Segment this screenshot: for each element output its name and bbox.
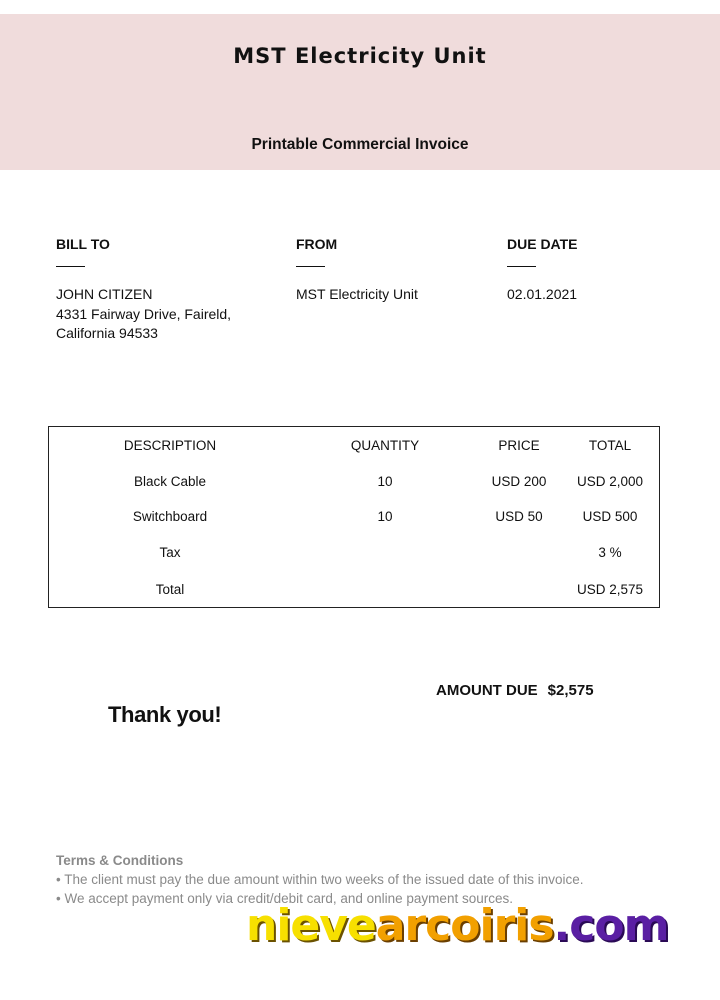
table-cell-description: Switchboard <box>132 509 208 524</box>
from-value: MST Electricity Unit <box>296 286 418 302</box>
table-cell-description: Black Cable <box>133 474 207 489</box>
table-cell-description: Tax <box>159 545 181 560</box>
from-section <box>296 236 418 305</box>
column-header-total: TOTAL <box>588 438 632 453</box>
table-cell-price: USD 50 <box>495 509 543 524</box>
watermark-part-1: nieve <box>246 900 376 951</box>
bill-to-value <box>56 285 231 344</box>
terms-line: • The client must pay the due amount within two weeks of the issued date of this invoice. <box>56 872 584 887</box>
invoice-subtitle: Printable Commercial Invoice <box>251 136 469 153</box>
bill-to-address-line1: 4331 Fairway Drive, Faireld, <box>56 305 232 322</box>
table-cell-price: USD 200 <box>491 474 547 489</box>
watermark-part-3: .com <box>553 900 669 951</box>
table-cell-total: USD 2,575 <box>576 582 644 597</box>
bill-to-name: JOHN CITIZEN <box>56 286 153 302</box>
terms-line: • We accept payment only via credit/debit card, and online payment sources. <box>56 891 513 906</box>
bill-to-section <box>56 236 231 344</box>
table-cell-total: USD 2,000 <box>576 474 644 489</box>
bill-to-rule <box>56 266 85 267</box>
amount-due-label: AMOUNT DUE <box>436 682 538 699</box>
thank-you-text: Thank you! <box>108 702 222 727</box>
watermark-logo <box>246 900 668 951</box>
column-header-quantity: QUANTITY <box>350 438 420 453</box>
from-label: FROM <box>296 236 338 252</box>
column-header-price: PRICE <box>498 438 540 453</box>
watermark-part-2: arcoiris <box>375 900 554 951</box>
table-cell-quantity: 10 <box>377 474 393 489</box>
due-date-section <box>507 236 578 305</box>
bill-to-address-line2: California 94533 <box>56 325 158 341</box>
table-cell-quantity: 10 <box>377 509 393 524</box>
table-cell-total: USD 500 <box>582 509 638 524</box>
due-date-value: 02.01.2021 <box>507 286 578 302</box>
column-header-description: DESCRIPTION <box>123 438 217 453</box>
due-date-label: DUE DATE <box>507 236 578 252</box>
due-date-rule <box>507 266 536 267</box>
bill-to-label: BILL TO <box>56 236 110 252</box>
from-rule <box>296 266 325 267</box>
terms-title: Terms & Conditions <box>56 853 184 868</box>
amount-due-value: $2,575 <box>547 682 594 699</box>
table-cell-description: Total <box>155 582 185 597</box>
company-title: MST Electricity Unit <box>233 44 487 68</box>
items-table <box>48 426 660 608</box>
amount-due <box>436 682 594 699</box>
table-cell-total: 3 % <box>598 545 622 560</box>
invoice-header <box>0 14 720 170</box>
